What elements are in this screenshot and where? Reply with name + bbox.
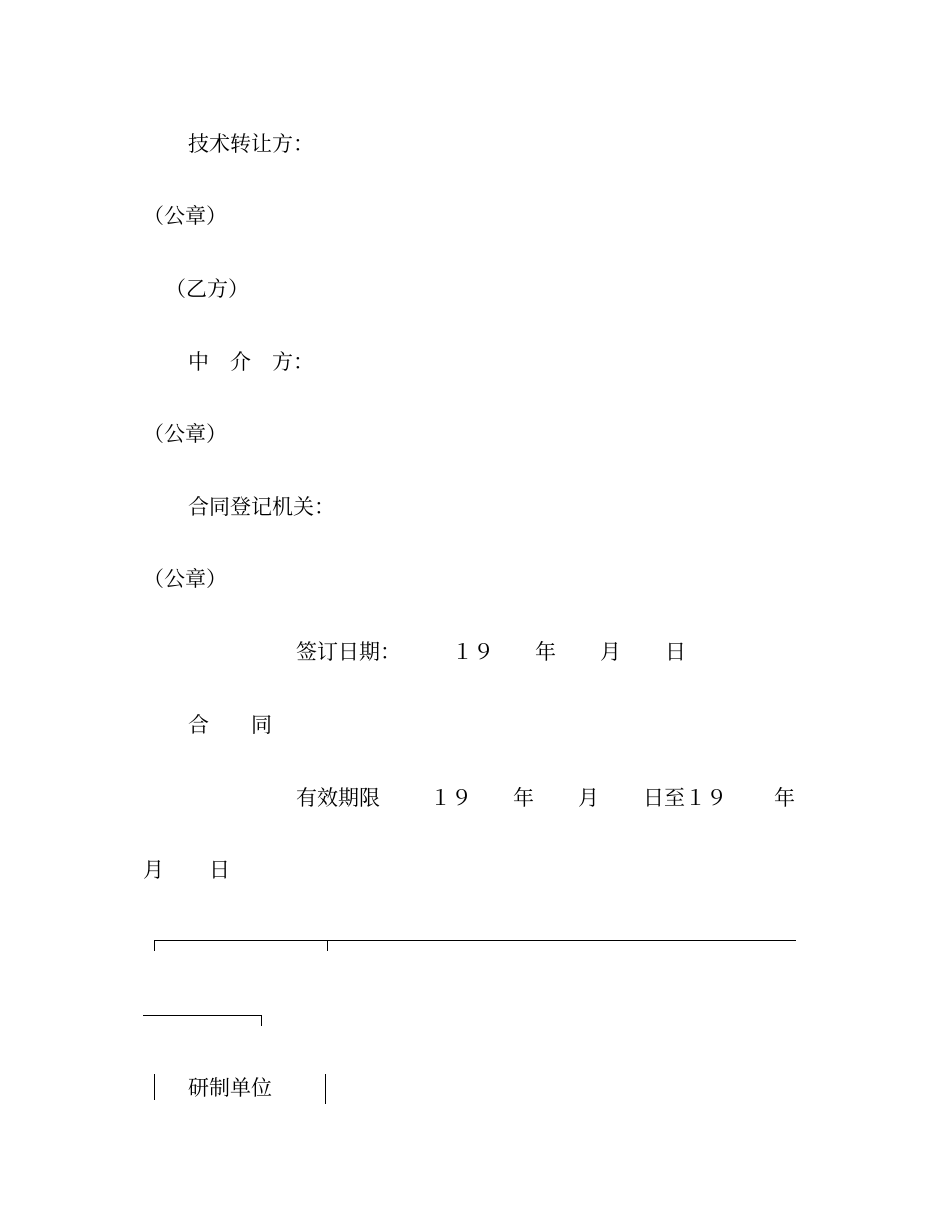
transferor-label: 技术转让方： — [188, 132, 314, 156]
signing-date-day: 日 — [665, 640, 686, 664]
table-cell-border-right — [325, 1074, 326, 1104]
table-cell-border-left — [154, 1074, 155, 1100]
signing-date-year: 年 — [535, 640, 556, 664]
validity-end-month: 月 — [143, 858, 164, 882]
signing-date-month: 月 — [600, 640, 621, 664]
intermediary-label: 中 介 方： — [188, 350, 314, 374]
validity-end-year: 年 — [774, 786, 795, 810]
validity-start-year: 年 — [513, 786, 534, 810]
party-b-label: （乙方） — [165, 277, 249, 301]
validity-start-month: 月 — [578, 786, 599, 810]
seal-label: （公章） — [143, 567, 227, 591]
seal-label: （公章） — [143, 422, 227, 446]
validity-end-day: 日 — [209, 858, 230, 882]
signing-date-label: 签订日期： — [296, 640, 401, 664]
validity-start-year-prefix: １９ — [430, 786, 472, 810]
research-unit-label: 研制单位 — [188, 1076, 272, 1100]
validity-label: 有效期限 — [296, 786, 380, 810]
contract-label: 合 同 — [188, 713, 272, 737]
registration-authority-label: 合同登记机关： — [188, 495, 335, 519]
validity-day-to: 日至１９ — [643, 786, 727, 810]
signing-date-year-prefix: １９ — [452, 640, 494, 664]
seal-label: （公章） — [143, 204, 227, 228]
